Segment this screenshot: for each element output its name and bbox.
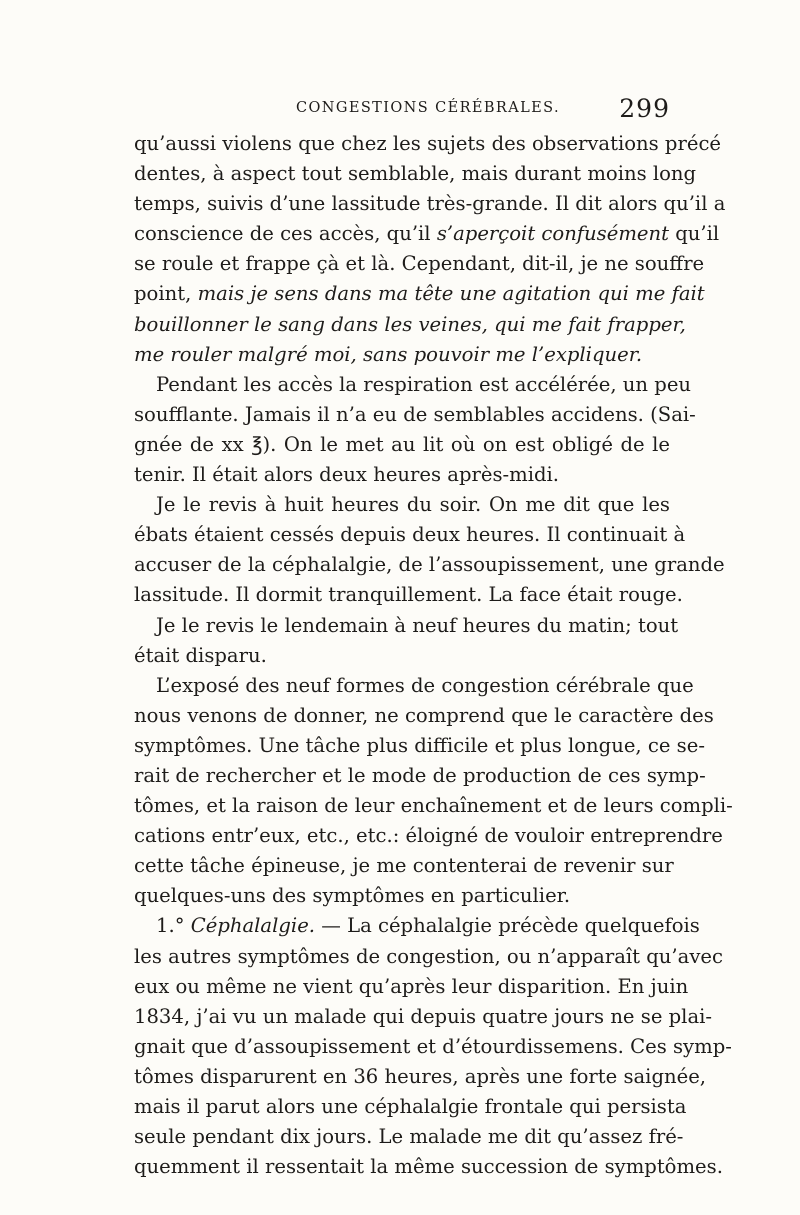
text-line (134, 310, 686, 340)
text-segment: gnée de xx ℥). On le met au lit où on est obligé de le (134, 432, 670, 456)
text-segment: Je le revis à huit heures du soir. On me dit que les (156, 493, 670, 517)
text-line (134, 490, 670, 520)
text-line (134, 249, 705, 279)
text-line (134, 972, 689, 1002)
text-line (134, 942, 723, 972)
page-header (134, 94, 670, 123)
text-segment: tenir. Il était alors deux heures après-midi. (134, 463, 560, 487)
text-segment: qu’il (669, 222, 720, 246)
text-line (134, 159, 697, 189)
text-segment: accuser de la céphalalgie, de l’assoupissement, une grande (134, 553, 725, 577)
text-line (134, 611, 679, 641)
text-segment: eux ou même ne vient qu’après leur disparition. En juin (134, 974, 689, 998)
text-line (134, 731, 705, 761)
text-segment: cations entr’eux, etc., etc.: éloigné de vouloir entreprendre (134, 824, 723, 848)
text-line (134, 580, 683, 610)
text-segment: les autres symptômes de congestion, ou n’apparaît qu’avec (134, 944, 723, 968)
text-segment: mais il parut alors une céphalalgie frontale qui persista (134, 1095, 687, 1118)
text-line (134, 129, 722, 159)
text-line (134, 641, 670, 671)
text-line (134, 1092, 687, 1122)
text-segment: seule pendant dix jours. Le malade me dit qu’assez fré- (134, 1125, 684, 1149)
text-segment: quemment il ressentait la même succession de symptômes. (134, 1155, 723, 1179)
text-segment: nous venons de donner, ne comprend que le caractère des (134, 703, 714, 727)
text-segment: symptômes. Une tâche plus difficile et plus longue, ce se- (134, 733, 705, 757)
text-line (134, 1152, 723, 1182)
text-line (134, 189, 726, 219)
text-segment: 1.° (156, 914, 191, 938)
text-segment: 1834, j’ai vu un malade qui depuis quatre jours ne se plai- (134, 1004, 713, 1028)
text-segment: quelques-uns des symptômes en particulier. (134, 884, 571, 908)
text-segment: ébats étaient cessés depuis deux heures. Il continuait à (134, 523, 686, 547)
text-segment: dentes, à aspect tout semblable, mais durant moins long (134, 162, 697, 186)
text-segment: conscience de ces accès, qu’il (134, 222, 437, 246)
text-line (134, 881, 670, 911)
text-segment: temps, suivis d’une lassitude très-grande. Il dit alors qu’il a (134, 192, 726, 216)
text-segment: se roule et frappe çà et là. Cependant, dit-il, je ne souffre (134, 252, 705, 276)
text-segment: gnait que d’assoupissement et d’étourdissemens. Ces symp- (134, 1034, 732, 1058)
text-segment: lassitude. Il dormit tranquillement. La face était rouge. (134, 583, 683, 607)
text-line (134, 219, 720, 249)
text-line (134, 851, 674, 881)
text-line (134, 550, 725, 580)
italic-text: Céphalalgie. (190, 914, 316, 938)
italic-text: me rouler malgré moi, sans pouvoir me l’expliquer. (134, 342, 643, 366)
text-line (134, 1002, 713, 1032)
running-head: CONGESTIONS CÉRÉBRALES. (296, 100, 560, 116)
text-segment: soufflante. Jamais il n’a eu de semblables accidens. (Sai- (134, 402, 696, 426)
text-line (134, 279, 705, 309)
text-segment: cette tâche épineuse, je me contenterai de revenir sur (134, 854, 674, 878)
text-line (134, 761, 706, 791)
text-segment: L’exposé des neuf formes de congestion cérébrale que (156, 673, 694, 697)
text-line (134, 911, 700, 941)
text-line (134, 370, 692, 400)
text-segment: Pendant les accès la respiration est accélérée, un peu (156, 372, 692, 396)
text-segment: était disparu. (134, 643, 267, 667)
text-line (134, 1032, 732, 1062)
text-line (134, 430, 670, 460)
text-segment: Je le revis le lendemain à neuf heures du matin; tout (156, 613, 679, 637)
text-line (134, 671, 694, 701)
text-segment: tômes, et la raison de leur enchaînement et de leurs compli- (134, 794, 733, 818)
text-segment: — La céphalalgie précède quelquefois (315, 914, 700, 938)
text-line (134, 340, 670, 370)
body-text (134, 129, 733, 1182)
italic-text: s’aperçoit confusément (436, 222, 670, 246)
text-line (134, 460, 670, 490)
italic-text: bouillonner le sang dans les veines, qui me fait frapper, (134, 312, 686, 336)
text-line (134, 400, 696, 430)
text-segment: tômes disparurent en 36 heures, après une forte saignée, (134, 1064, 707, 1088)
italic-text: mais je sens dans ma tête une agitation qui me fait (197, 282, 705, 306)
text-segment: qu’aussi violens que chez les sujets des observations précé (134, 132, 722, 155)
text-line (134, 821, 723, 851)
text-line (134, 1062, 707, 1092)
text-line (134, 1122, 684, 1152)
text-line (134, 701, 714, 731)
text-segment: point, (134, 282, 198, 306)
text-line (134, 791, 733, 821)
page-number: 299 (619, 94, 670, 123)
text-segment: rait de rechercher et le mode de production de ces symp- (134, 763, 706, 787)
text-line (134, 520, 686, 550)
